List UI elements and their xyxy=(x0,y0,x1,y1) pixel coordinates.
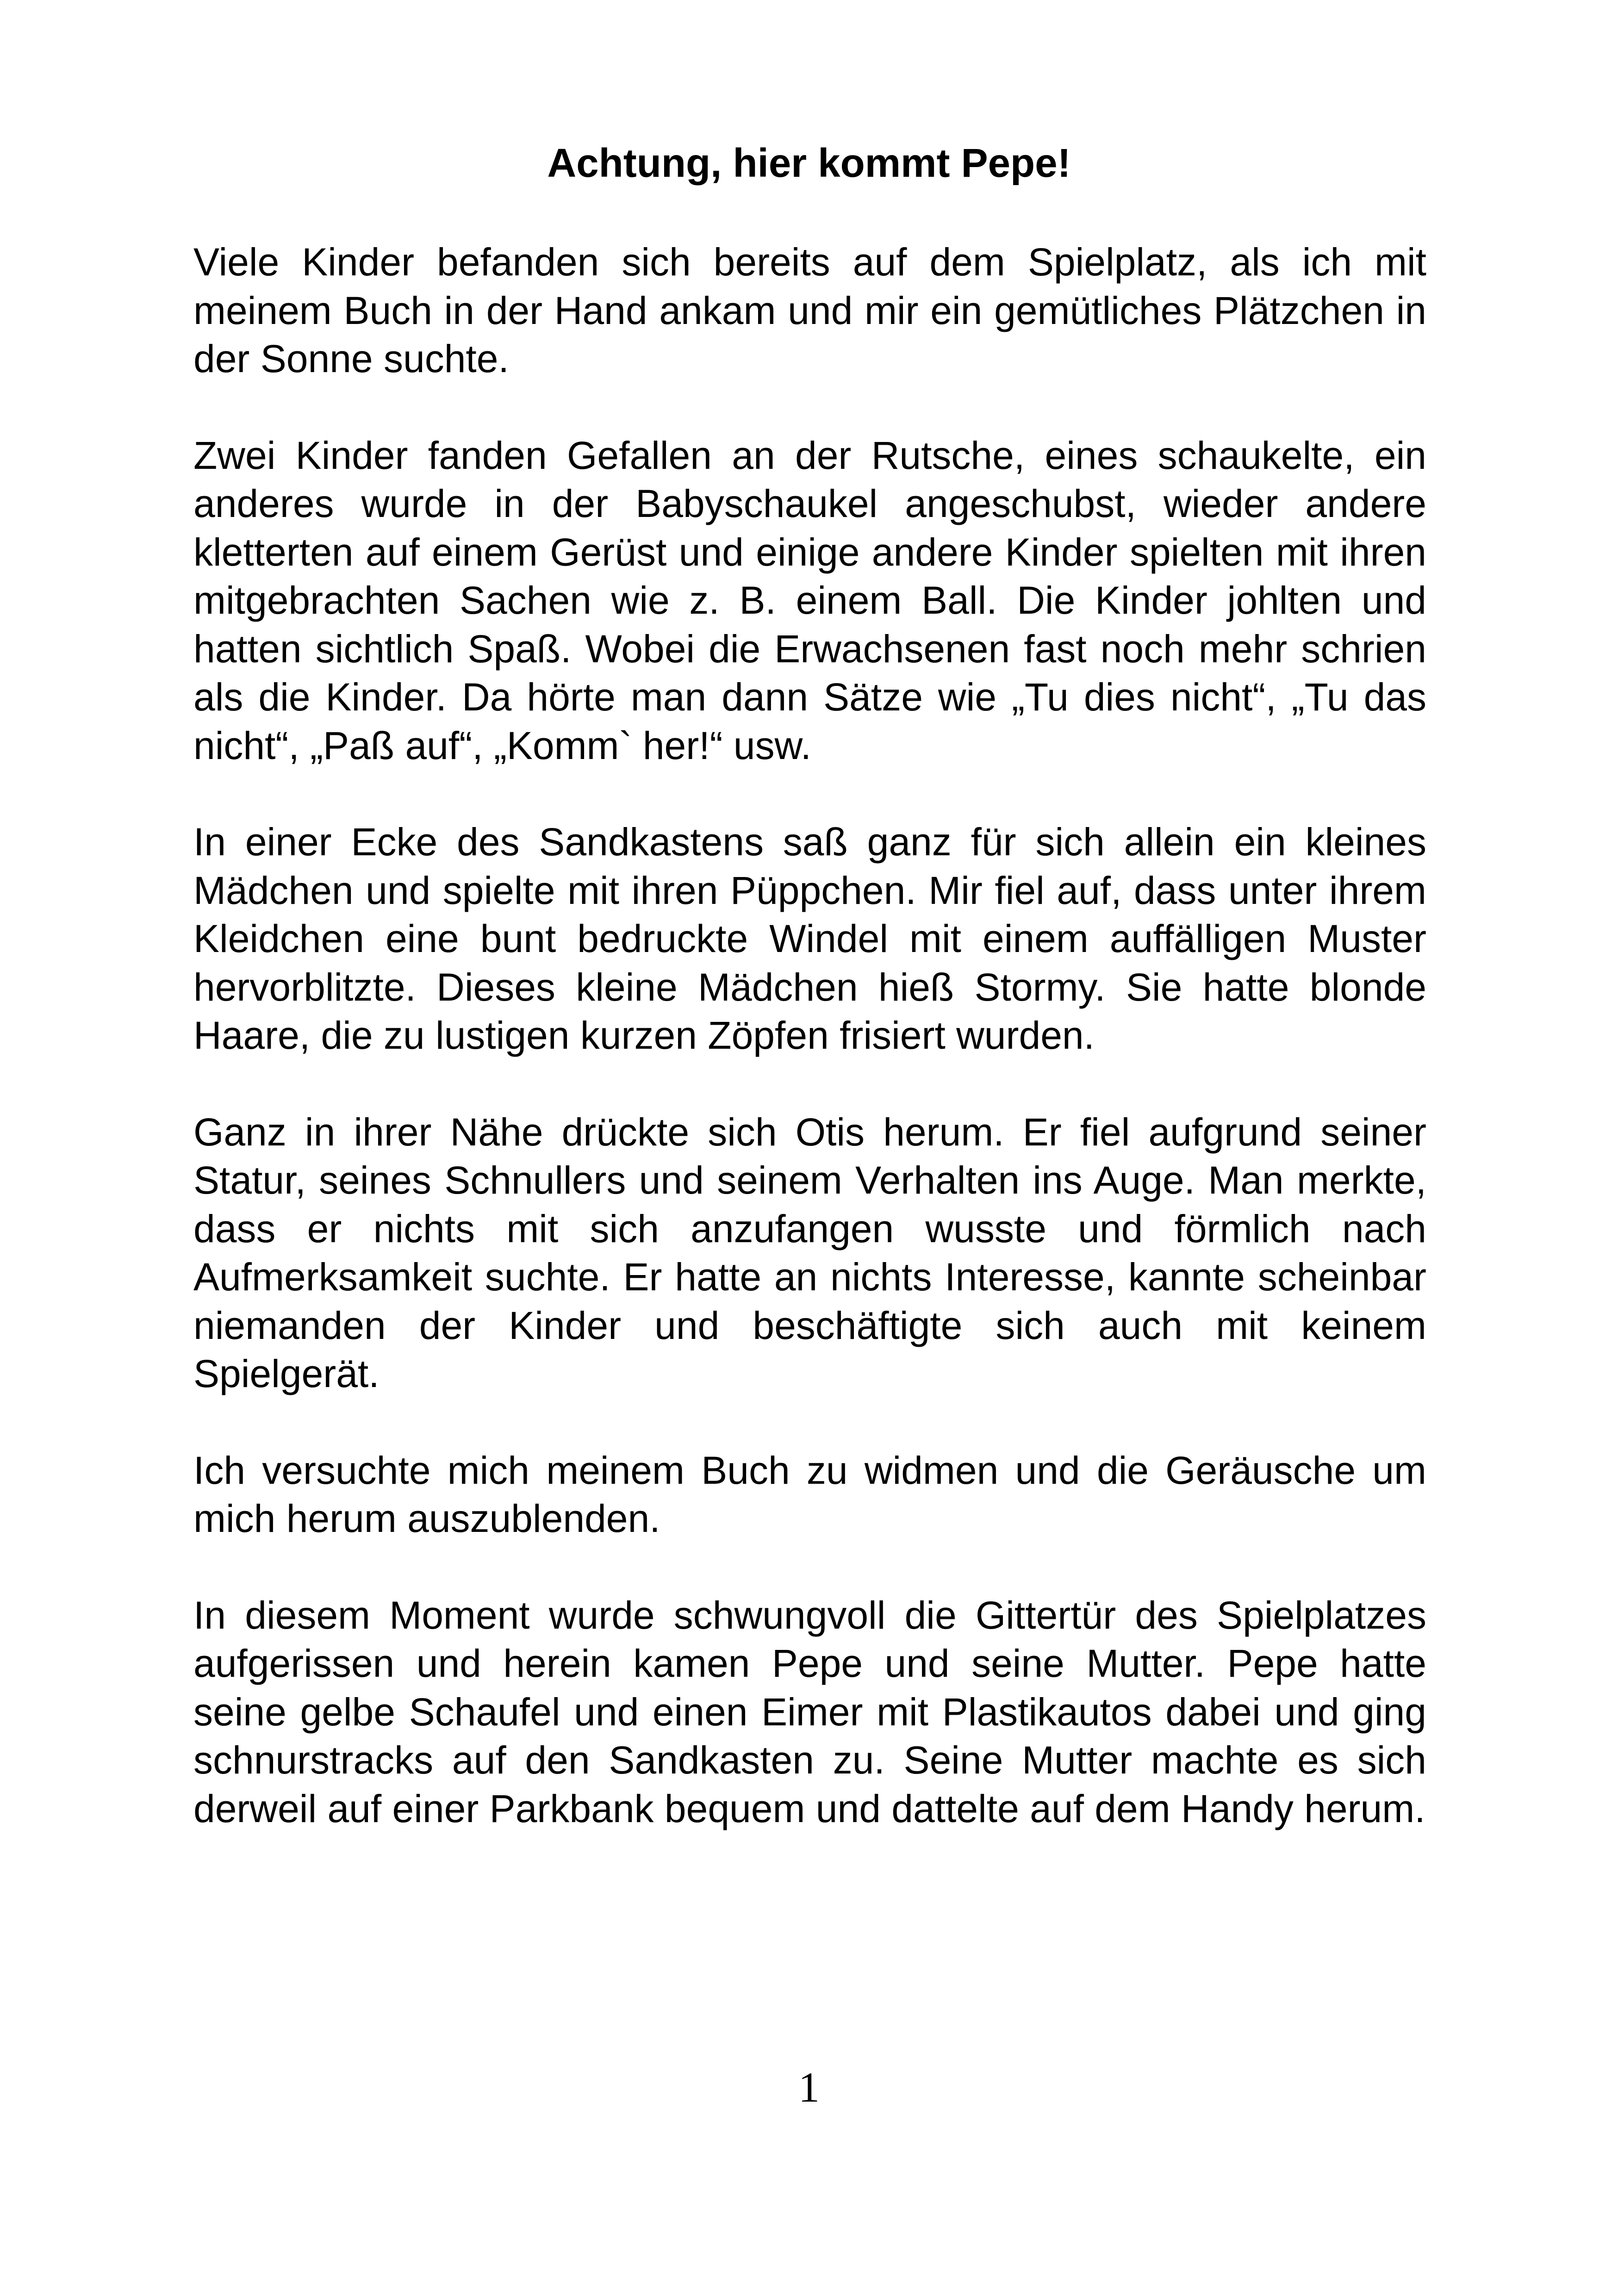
paragraph: Viele Kinder befanden sich bereits auf dem Spielplatz, als ich mit meinem Buch in der Hand ankam und mir ein gemütliches Plätzchen in der Sonne suchte. xyxy=(193,240,1426,380)
page-number: 1 xyxy=(798,2064,820,2111)
paragraph: Zwei Kinder fanden Gefallen an der Rutsche, eines schaukelte, ein anderes wurde in der Babyschaukel angeschubst, wieder andere kletterten auf einem Gerüst und einige andere Kinder spielten mit ihren mitgebrachten Sachen wie z. B. einem Ball. Die Kinder johlten und hatten sichtlich Spaß. Wobei die Erwachsenen fast noch mehr schrien als die Kinder. Da hörte man dann Sätze wie „Tu dies nicht“, „Tu das nicht“, „Paß auf“, „Komm` her!“ usw. xyxy=(193,433,1426,767)
paragraph: In diesem Moment wurde schwungvoll die Gittertür des Spielplatzes aufgerissen und herein kamen Pepe und seine Mutter. Pepe hatte seine gelbe Schaufel und einen Eimer mit Plastikautos dabei und ging schnurstracks auf den Sandkasten zu. Seine Mutter machte es sich derweil auf einer Parkbank bequem und dattelte auf dem Handy herum. xyxy=(193,1593,1426,1830)
page-title: Achtung, hier kommt Pepe! xyxy=(547,141,1071,186)
paragraph: Ich versuchte mich meinem Buch zu widmen und die Geräusche um mich herum auszublenden. xyxy=(193,1448,1426,1540)
paragraph: In einer Ecke des Sandkastens saß ganz für sich allein ein kleines Mädchen und spielte mit ihren Püppchen. Mir fiel auf, dass unter ihrem Kleidchen eine bunt bedruckte Windel mit einem auffälligen Muster hervorblitzte. Dieses kleine Mädchen hieß Stormy. Sie hatte blonde Haare, die zu lustigen kurzen Zöpfen frisiert wurden. xyxy=(193,820,1426,1057)
paragraph: Ganz in ihrer Nähe drückte sich Otis herum. Er fiel aufgrund seiner Statur, seines Schnullers und seinem Verhalten ins Auge. Man merkte, dass er nichts mit sich anzufangen wusste und förmlich nach Aufmerksamkeit suchte. Er hatte an nichts Interesse, kannte scheinbar niemanden der Kinder und beschäftigte sich auch mit keinem Spielgerät. xyxy=(193,1110,1426,1395)
body-text xyxy=(193,238,1426,1881)
